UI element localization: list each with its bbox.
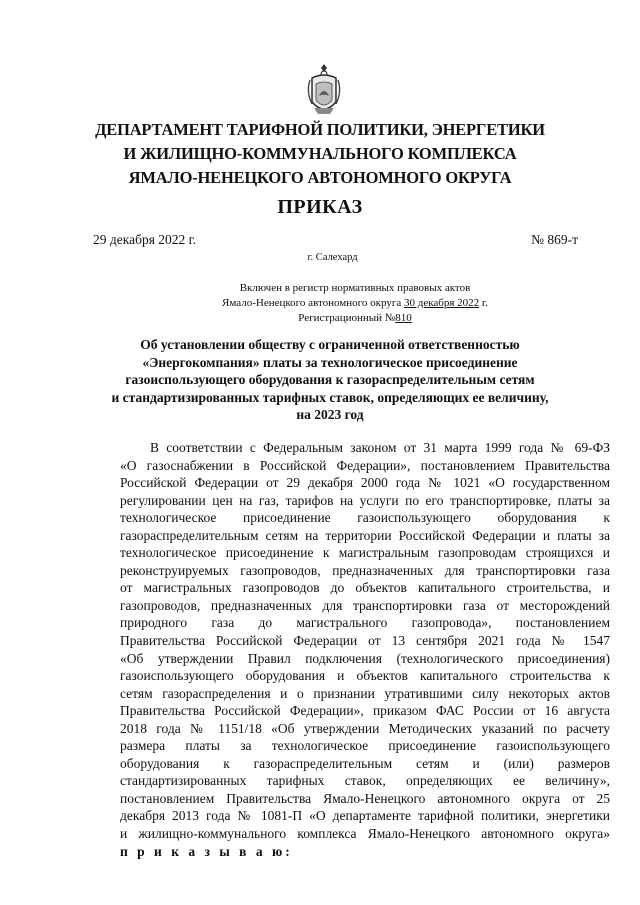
heading-line: и стандартизированных тарифных ставок, определяющих ее величину,	[111, 389, 549, 405]
document-number: № 869-т	[531, 232, 578, 247]
body-line: В соответствии с Федеральным законом от 31 марта 1999 года № 69-ФЗ	[150, 440, 610, 455]
body-line: от магистральных газопроводов до объектов капитального строительства, и	[120, 580, 610, 596]
body-line: «О газоснабжении в Российской Федерации», постановлением Правительства	[120, 457, 610, 473]
document-type: ПРИКАЗ	[277, 196, 363, 218]
document-date: 29 декабря 2022 г.	[93, 232, 197, 247]
body-line: регулировании цен на газ, тарифов на услуги по его транспортировке, платы за	[120, 492, 610, 508]
department-line: ДЕПАРТАМЕНТ ТАРИФНОЙ ПОЛИТИКИ, ЭНЕРГЕТИКИ	[95, 120, 545, 139]
body-line: технологическое присоединение газоиспользующего оборудования к	[120, 510, 610, 526]
document-body	[120, 439, 610, 860]
body-line: сетям газораспределения и о признании утратившими силу некоторых актов	[120, 685, 610, 701]
heading-line: газоиспользующего оборудования к газораспределительным сетям	[125, 372, 535, 388]
registry-line	[70, 296, 640, 311]
body-line: технологическое присоединение к магистральным газопроводам строящихся и	[120, 545, 610, 561]
registry-line	[70, 311, 640, 326]
body-line: «Об утверждении Правил подключения (технологического присоединения)	[120, 650, 610, 666]
body-line: Правительства Российской Федерации», приказом ФАС России от 16 августа	[120, 703, 610, 719]
registry-region: Ямало-Ненецкого автономного округа	[222, 297, 404, 309]
body-line: природного газа до магистрального газопровода», постановлением	[120, 615, 610, 631]
body-line: газопроводов, предназначенных для транспортировки газа от месторождений	[120, 597, 610, 613]
heading-line: Об установлении обществу с ограниченной ответственностью	[140, 337, 520, 352]
registry-year-suffix: г.	[479, 297, 488, 309]
heading-line: на 2023 год	[296, 407, 364, 423]
body-line: реконструируемых газопроводов, предназначенных для транспортировки газа	[120, 562, 610, 578]
registry-date: 30 декабря 2022	[403, 297, 480, 309]
document-city: г. Салехард	[307, 252, 358, 263]
body-line: газораспределительным сетям на территории Российской Федерации и платы за	[120, 527, 610, 543]
registry-number: 810	[395, 312, 412, 324]
body-line: декабря 2013 года № 1081-П «О департаменте тарифной политики, энергетики	[120, 808, 610, 824]
department-name	[40, 118, 600, 190]
body-line: 2018 года № 1151/18 «Об утверждении Методических указаний по расчету	[120, 720, 610, 736]
body-line: Российской Федерации от 29 декабря 2000 года № 1021 «О государственном	[120, 475, 610, 491]
body-line: постановлением Правительства Ямало-Ненецкого автономного округа от 25	[120, 790, 610, 806]
decree-word: п р и к а з ы в а ю:	[120, 843, 293, 859]
body-line: размера платы за технологическое присоединение газоиспользующего	[120, 738, 610, 754]
document-heading	[60, 336, 600, 424]
registry-stamp	[0, 281, 640, 326]
coat-of-arms-emblem	[304, 62, 344, 118]
body-line: Правительства Российской Федерации от 13 сентября 2021 года № 1547	[120, 633, 610, 649]
department-line: И ЖИЛИЩНО-КОММУНАЛЬНОГО КОМПЛЕКСА	[123, 144, 517, 163]
body-line: газоиспользующего оборудования и объектов капитального строительства к	[120, 668, 610, 684]
registry-line: Включен в регистр нормативных правовых актов	[239, 282, 471, 294]
body-line: оборудования к газораспределительным сетям и (или) размеров	[120, 755, 610, 771]
heading-line: «Энергокомпания» платы за технологическое присоединение	[142, 354, 518, 370]
department-line: ЯМАЛО-НЕНЕЦКОГО АВТОНОМНОГО ОКРУГА	[128, 168, 512, 187]
registry-number-label: Регистрационный №	[298, 312, 396, 324]
body-line: и жилищно-коммунального комплекса Ямало-Ненецкого автономного округа»	[120, 826, 610, 842]
body-line: стандартизированных тарифных ставок, определяющих ее величину»,	[120, 773, 610, 789]
